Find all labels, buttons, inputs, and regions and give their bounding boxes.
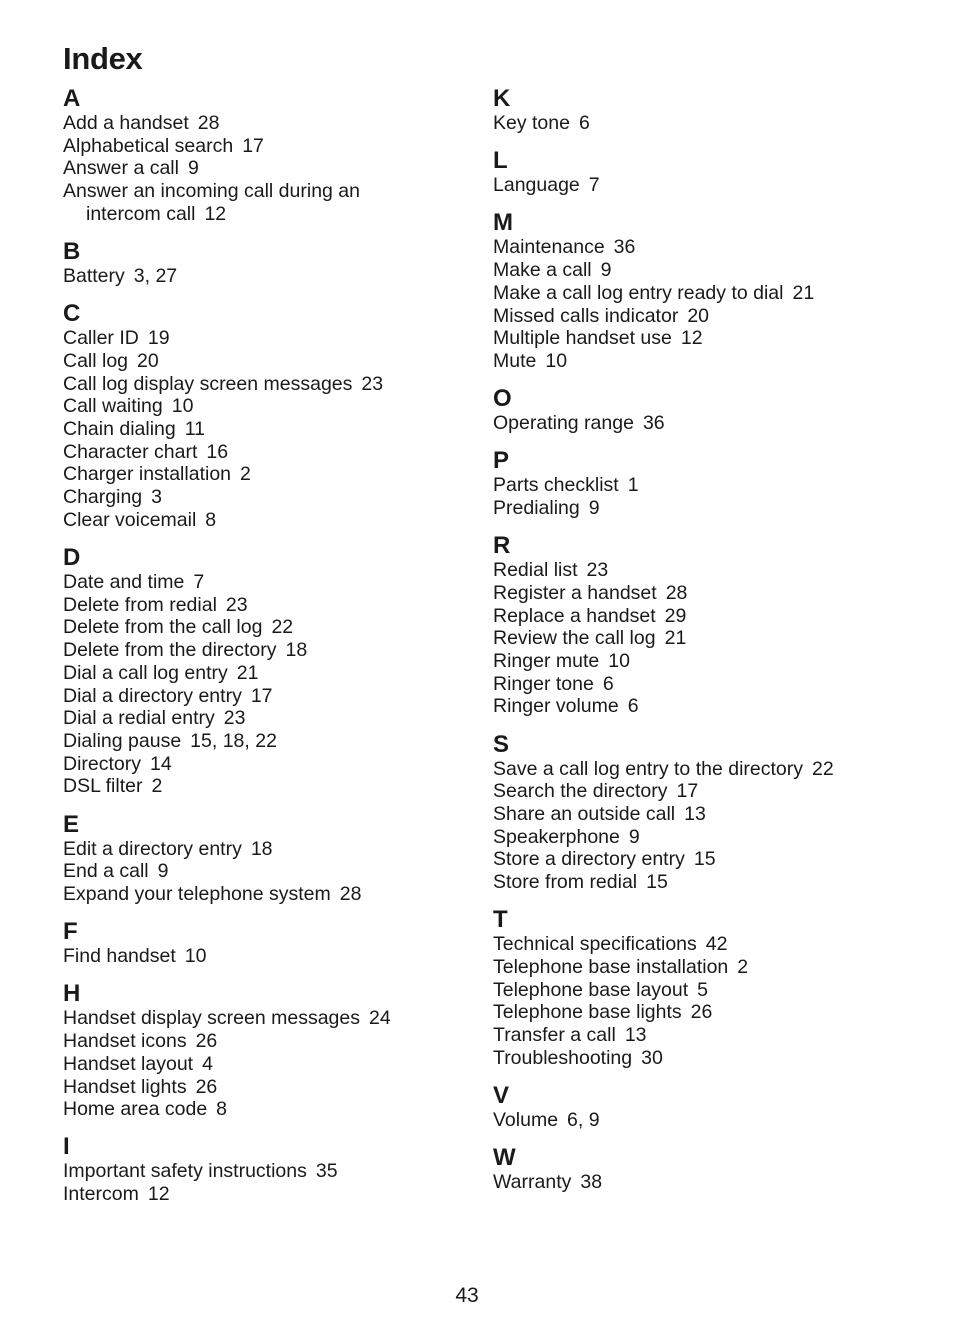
entry-topic: Speakerphone xyxy=(493,825,620,848)
entry-topic: Ringer volume xyxy=(493,695,619,718)
index-section xyxy=(63,545,473,798)
index-entry-list xyxy=(63,1160,473,1205)
entry-page-numbers: 6, 9 xyxy=(567,1109,600,1132)
index-section xyxy=(493,386,933,435)
index-entry xyxy=(493,1109,933,1132)
entry-page-numbers: 12 xyxy=(147,1183,170,1206)
entry-topic: Add a handset xyxy=(63,112,189,134)
entry-topic: Call log xyxy=(63,349,129,372)
index-entry xyxy=(493,1047,933,1070)
entry-topic: Multiple handset use xyxy=(493,327,672,350)
section-letter: V xyxy=(493,1082,510,1110)
index-entry-list xyxy=(493,1109,933,1132)
section-letter: B xyxy=(63,238,81,266)
entry-topic: Warranty xyxy=(493,1171,572,1194)
index-entry xyxy=(63,418,473,441)
index-entry xyxy=(493,1001,933,1024)
index-entry xyxy=(63,135,473,158)
index-entry xyxy=(493,1171,933,1194)
entry-topic: Key tone xyxy=(493,112,570,134)
index-entry-list xyxy=(493,758,933,894)
index-entry xyxy=(493,758,933,781)
index-entry xyxy=(63,639,473,662)
entry-page-numbers: 24 xyxy=(369,1007,391,1030)
entry-page-numbers: 7 xyxy=(193,571,205,594)
entry-page-numbers: 9 xyxy=(628,825,640,848)
entry-page-numbers: 12 xyxy=(680,327,703,350)
index-entry xyxy=(493,627,933,650)
index-entry xyxy=(63,350,473,373)
index-entry xyxy=(63,860,473,883)
index-entry xyxy=(63,662,473,685)
index-entry-list xyxy=(63,1007,473,1121)
section-letter: P xyxy=(493,447,510,475)
entry-topic-continuation: intercom call xyxy=(86,202,196,225)
section-letter: L xyxy=(493,147,508,175)
entry-page-numbers: 3 xyxy=(151,486,162,509)
section-letter: M xyxy=(493,209,513,237)
index-entry xyxy=(63,1007,473,1030)
entry-page-numbers: 36 xyxy=(642,412,665,435)
entry-page-numbers: 26 xyxy=(195,1075,218,1098)
entry-topic: Parts checklist xyxy=(493,474,619,497)
entry-page-numbers: 26 xyxy=(690,1001,713,1024)
entry-page-numbers: 1 xyxy=(627,474,639,497)
index-entry xyxy=(493,112,933,135)
index-entry xyxy=(63,594,473,617)
index-entry xyxy=(493,559,933,582)
entry-topic: Delete from the call log xyxy=(63,616,263,639)
section-letter: K xyxy=(493,85,511,112)
index-entry-list xyxy=(493,412,933,435)
index-entry-list xyxy=(63,265,473,288)
index-entry xyxy=(493,174,933,197)
page-title: Index xyxy=(63,41,143,76)
index-entry xyxy=(493,305,933,328)
entry-page-numbers: 6 xyxy=(602,672,614,695)
entry-page-numbers: 18 xyxy=(250,837,273,860)
index-section xyxy=(63,239,473,288)
entry-topic: Predialing xyxy=(493,497,580,520)
index-section xyxy=(493,210,933,372)
entry-page-numbers: 28 xyxy=(665,581,688,604)
entry-topic: Expand your telephone system xyxy=(63,882,331,905)
index-section xyxy=(493,86,933,135)
section-letter: E xyxy=(63,810,80,838)
entry-topic: Handset lights xyxy=(63,1075,187,1098)
entry-page-numbers: 16 xyxy=(206,440,229,463)
entry-topic: Replace a handset xyxy=(493,604,656,627)
page-number: 43 xyxy=(455,1284,479,1307)
entry-page-numbers: 15, 18, 22 xyxy=(190,729,277,752)
entry-topic: Call waiting xyxy=(63,395,163,418)
entry-topic: Make a call log entry ready to dial xyxy=(493,281,784,304)
entry-page-numbers: 2 xyxy=(737,956,749,979)
index-entry xyxy=(493,956,933,979)
entry-topic: Review the call log xyxy=(493,627,656,650)
index-entry-list xyxy=(493,559,933,718)
entry-page-numbers: 21 xyxy=(664,627,687,650)
entry-page-numbers: 9 xyxy=(187,157,199,180)
entry-topic: Mute xyxy=(493,349,537,372)
entry-page-numbers: 8 xyxy=(216,1098,228,1121)
entry-topic: Ringer mute xyxy=(493,650,600,673)
entry-topic: Dial a call log entry xyxy=(63,661,228,684)
index-entry-list xyxy=(493,1171,933,1194)
entry-topic: Search the directory xyxy=(493,780,668,803)
entry-page-numbers: 9 xyxy=(157,860,169,883)
index-entry xyxy=(63,1076,473,1099)
entry-page-numbers: 7 xyxy=(588,174,600,197)
entry-page-numbers: 8 xyxy=(205,508,217,531)
entry-topic: Dial a directory entry xyxy=(63,684,242,707)
section-letter: C xyxy=(63,300,81,328)
entry-topic: Make a call xyxy=(493,259,592,282)
entry-topic: Technical specifications xyxy=(493,933,697,956)
entry-page-numbers: 12 xyxy=(204,202,227,225)
section-letter: O xyxy=(493,385,512,413)
entry-topic: Charger installation xyxy=(63,463,232,486)
index-entry xyxy=(493,582,933,605)
entry-topic: Register a handset xyxy=(493,581,657,604)
section-letter: W xyxy=(493,1144,516,1172)
index-entry-list xyxy=(63,571,473,798)
index-entry xyxy=(63,157,473,180)
entry-topic: Battery xyxy=(63,265,125,288)
entry-page-numbers: 17 xyxy=(250,684,273,707)
entry-page-numbers: 21 xyxy=(792,281,815,304)
entry-page-numbers: 29 xyxy=(664,604,687,627)
entry-topic: Intercom xyxy=(63,1183,139,1206)
index-entry xyxy=(63,265,473,288)
entry-topic: Important safety instructions xyxy=(63,1160,307,1183)
entry-page-numbers: 20 xyxy=(687,304,710,327)
entry-page-numbers: 4 xyxy=(202,1052,213,1075)
entry-topic: Caller ID xyxy=(63,327,139,350)
entry-topic: Handset display screen messages xyxy=(63,1007,360,1030)
entry-topic: Find handset xyxy=(63,945,176,968)
section-letter: H xyxy=(63,980,81,1008)
entry-page-numbers: 21 xyxy=(236,661,259,684)
index-entry xyxy=(63,373,473,396)
entry-topic: Answer an incoming call during an xyxy=(63,180,360,203)
entry-topic: Missed calls indicator xyxy=(493,304,679,327)
entry-topic: DSL filter xyxy=(63,775,143,798)
index-section xyxy=(63,86,473,226)
entry-topic: Charging xyxy=(63,486,143,509)
entry-topic: Alphabetical search xyxy=(63,134,234,157)
index-section xyxy=(63,1134,473,1205)
index-entry xyxy=(493,350,933,373)
entry-page-numbers: 10 xyxy=(608,650,630,673)
index-section xyxy=(493,148,933,197)
index-section xyxy=(493,533,933,718)
index-entry xyxy=(493,848,933,871)
entry-page-numbers: 23 xyxy=(225,593,248,616)
index-entry xyxy=(493,327,933,350)
index-entry-list xyxy=(63,838,473,906)
entry-topic: Clear voicemail xyxy=(63,508,197,531)
entry-page-numbers: 23 xyxy=(361,372,384,395)
entry-page-numbers: 13 xyxy=(624,1024,647,1047)
index-entry xyxy=(63,753,473,776)
entry-page-numbers: 26 xyxy=(195,1030,218,1053)
entry-topic: Home area code xyxy=(63,1098,208,1121)
index-entry xyxy=(493,282,933,305)
entry-page-numbers: 20 xyxy=(137,349,159,372)
entry-page-numbers: 28 xyxy=(197,112,220,134)
section-letter: R xyxy=(493,532,511,560)
index-entry xyxy=(493,979,933,1002)
entry-page-numbers: 35 xyxy=(315,1160,338,1183)
index-entry-list xyxy=(493,236,933,372)
entry-page-numbers: 2 xyxy=(151,775,163,798)
index-entry-list xyxy=(493,933,933,1069)
index-entry xyxy=(63,685,473,708)
index-entry xyxy=(63,945,473,968)
entry-page-numbers: 17 xyxy=(242,134,264,157)
entry-topic: Answer a call xyxy=(63,157,179,180)
entry-topic: Share an outside call xyxy=(493,803,676,826)
index-entry xyxy=(63,571,473,594)
index-entry xyxy=(63,838,473,861)
index-entry xyxy=(63,486,473,509)
index-entry-list xyxy=(493,174,933,197)
entry-page-numbers: 23 xyxy=(223,707,246,730)
index-entry xyxy=(493,1024,933,1047)
entry-page-numbers: 38 xyxy=(580,1171,603,1194)
index-entry-list xyxy=(63,945,473,968)
section-letter: T xyxy=(493,906,508,934)
index-entry xyxy=(493,803,933,826)
index-entry xyxy=(63,1183,473,1206)
index-column-right xyxy=(493,86,933,1208)
index-section xyxy=(493,732,933,894)
index-entry-list xyxy=(493,112,933,135)
entry-page-numbers: 28 xyxy=(339,882,362,905)
entry-topic: Dial a redial entry xyxy=(63,707,215,730)
index-column-left xyxy=(63,86,473,1219)
entry-topic: Directory xyxy=(63,752,142,775)
index-section xyxy=(63,919,473,968)
entry-page-numbers: 30 xyxy=(641,1046,663,1069)
entry-topic: End a call xyxy=(63,860,149,883)
index-entry xyxy=(493,780,933,803)
entry-page-numbers: 10 xyxy=(184,945,207,968)
index-entry xyxy=(63,395,473,418)
index-entry xyxy=(63,509,473,532)
index-entry xyxy=(493,497,933,520)
index-entry xyxy=(63,775,473,798)
index-entry xyxy=(493,650,933,673)
index-entry xyxy=(63,616,473,639)
index-entry xyxy=(63,327,473,350)
entry-topic: Date and time xyxy=(63,571,185,594)
index-entry xyxy=(493,412,933,435)
index-section xyxy=(63,301,473,531)
index-entry-list xyxy=(493,474,933,519)
entry-page-numbers: 13 xyxy=(684,803,706,826)
entry-page-numbers: 42 xyxy=(705,933,728,956)
index-section xyxy=(493,1083,933,1132)
index-entry xyxy=(63,441,473,464)
index-entry xyxy=(63,1160,473,1183)
entry-page-numbers: 10 xyxy=(545,349,568,372)
index-entry xyxy=(63,1030,473,1053)
entry-page-numbers: 17 xyxy=(676,780,699,803)
index-section xyxy=(493,448,933,519)
index-entry-list xyxy=(63,112,473,226)
section-letter: A xyxy=(63,85,81,112)
entry-topic-continued xyxy=(63,203,473,226)
index-entry xyxy=(493,605,933,628)
index-entry xyxy=(63,463,473,486)
entry-page-numbers: 10 xyxy=(171,395,194,418)
entry-page-numbers: 14 xyxy=(150,752,172,775)
entry-page-numbers: 9 xyxy=(588,497,600,520)
entry-topic: Call log display screen messages xyxy=(63,372,353,395)
index-section xyxy=(493,907,933,1069)
entry-topic: Chain dialing xyxy=(63,418,176,441)
entry-topic: Operating range xyxy=(493,412,634,435)
index-entry xyxy=(63,730,473,753)
entry-page-numbers: 2 xyxy=(240,463,251,486)
index-entry xyxy=(493,871,933,894)
entry-topic: Delete from redial xyxy=(63,593,217,616)
entry-page-numbers: 9 xyxy=(600,259,612,282)
entry-page-numbers: 15 xyxy=(646,871,668,894)
index-entry xyxy=(63,883,473,906)
entry-page-numbers: 6 xyxy=(578,112,590,134)
entry-topic: Store a directory entry xyxy=(493,848,685,871)
index-entry xyxy=(63,1098,473,1121)
index-entry xyxy=(493,933,933,956)
entry-topic: Save a call log entry to the directory xyxy=(493,757,803,780)
section-letter: D xyxy=(63,544,81,572)
entry-topic: Dialing pause xyxy=(63,729,182,752)
entry-topic: Telephone base installation xyxy=(493,956,729,979)
entry-topic: Language xyxy=(493,174,580,197)
entry-topic: Edit a directory entry xyxy=(63,837,242,860)
index-entry xyxy=(63,1053,473,1076)
index-entry xyxy=(493,259,933,282)
index-entry xyxy=(493,826,933,849)
entry-page-numbers: 5 xyxy=(697,978,709,1001)
entry-topic: Store from redial xyxy=(493,871,638,894)
entry-page-numbers: 19 xyxy=(147,327,170,350)
entry-topic: Redial list xyxy=(493,559,578,582)
entry-topic: Transfer a call xyxy=(493,1024,616,1047)
index-entry xyxy=(493,673,933,696)
entry-page-numbers: 22 xyxy=(271,616,294,639)
entry-page-numbers: 6 xyxy=(627,695,639,718)
entry-topic: Handset layout xyxy=(63,1052,194,1075)
entry-page-numbers: 36 xyxy=(613,236,636,259)
index-entry xyxy=(493,236,933,259)
section-letter: F xyxy=(63,918,78,946)
entry-topic: Handset icons xyxy=(63,1030,187,1053)
index-entry xyxy=(63,112,473,135)
entry-topic: Volume xyxy=(493,1109,559,1132)
entry-page-numbers: 23 xyxy=(586,559,609,582)
index-entry xyxy=(493,474,933,497)
entry-page-numbers: 15 xyxy=(693,848,716,871)
entry-topic: Telephone base lights xyxy=(493,1001,682,1024)
entry-topic: Delete from the directory xyxy=(63,639,277,662)
index-section xyxy=(63,981,473,1121)
entry-topic: Maintenance xyxy=(493,236,605,259)
index-entry xyxy=(63,707,473,730)
section-letter: I xyxy=(63,1133,70,1161)
index-entry xyxy=(63,180,473,225)
entry-page-numbers: 3, 27 xyxy=(133,265,178,288)
entry-topic: Ringer tone xyxy=(493,672,594,695)
entry-topic: Character chart xyxy=(63,440,198,463)
entry-page-numbers: 22 xyxy=(812,757,834,780)
entry-page-numbers: 18 xyxy=(285,639,308,662)
index-section xyxy=(493,1145,933,1194)
entry-topic: Telephone base layout xyxy=(493,978,689,1001)
index-entry xyxy=(493,695,933,718)
entry-page-numbers: 11 xyxy=(184,418,205,441)
index-entry-list xyxy=(63,327,473,531)
section-letter: S xyxy=(493,730,510,758)
entry-topic: Troubleshooting xyxy=(493,1046,633,1069)
index-section xyxy=(63,812,473,906)
